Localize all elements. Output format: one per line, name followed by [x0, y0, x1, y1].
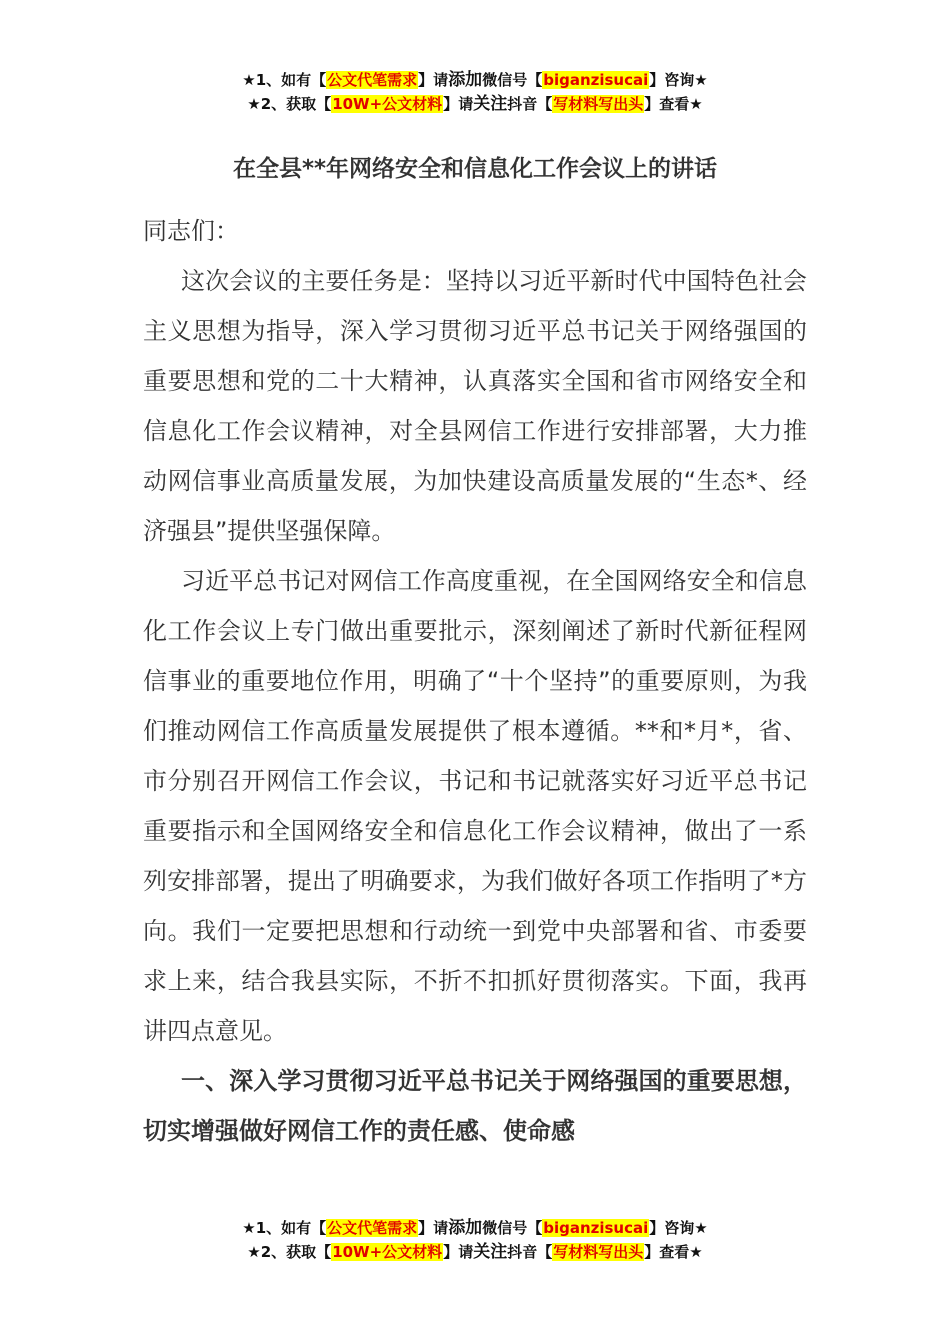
highlight-douyin: 写材料写出头 — [553, 95, 644, 113]
banner-line-2 — [0, 92, 950, 116]
salutation: 同志们： — [143, 217, 239, 245]
banner-line-1 — [0, 1216, 950, 1240]
star-icon: ★ — [689, 1243, 703, 1261]
highlight-materials: 10W+公文材料 — [332, 1243, 443, 1261]
banner-text: 微信号【 — [482, 71, 543, 89]
banner-line-1 — [0, 68, 950, 92]
banner-text: 】请 — [443, 95, 474, 113]
banner-emphasis: 关注 — [473, 94, 508, 114]
banner-emphasis: 添加 — [448, 1218, 483, 1238]
banner-text: 】咨询 — [649, 1219, 695, 1237]
star-icon: ★ — [247, 1243, 261, 1261]
banner-text: 】咨询 — [649, 71, 695, 89]
document-body — [143, 206, 807, 1156]
highlight-materials: 10W+公文材料 — [332, 95, 443, 113]
star-icon: ★ — [242, 71, 256, 89]
star-icon: ★ — [247, 95, 261, 113]
paragraph: 习近平总书记对网信工作高度重视，在全国网络安全和信息化工作会议上专门做出重要批示，深刻阐述了新时代新征程网信事业的重要地位作用，明确了“十个坚持”的重要原则，为我们推动网信工作高质量发展提供了根本遵循。**和*月*，省、市分别召开网信工作会议，书记和书记就落实好习近平总书记重要指示和全国网络安全和信息化工作会议精神，做出了一系列安排部署，提出了明确要求，为我们做好各项工作指明了*方向。我们一定要把思想和行动统一到党中央部署和省、市委要求上来，结合我县实际，不折不扣抓好贯彻落实。下面，我再讲四点意见。 — [143, 567, 807, 1045]
banner-line-2 — [0, 1240, 950, 1264]
header-banner — [0, 68, 950, 116]
banner-text: 2、获取【 — [260, 1243, 332, 1261]
highlight-service: 公文代笔需求 — [327, 71, 418, 89]
highlight-douyin: 写材料写出头 — [553, 1243, 644, 1261]
banner-text: 】请 — [443, 1243, 474, 1261]
footer-banner — [0, 1216, 950, 1264]
highlight-wechat-id: biganzisucai — [543, 71, 649, 89]
section-heading: 一、深入学习贯彻习近平总书记关于网络强国的重要思想，切实增强做好网信工作的责任感、使命感 — [143, 1067, 807, 1145]
paragraph: 这次会议的主要任务是：坚持以习近平新时代中国特色社会主义思想为指导，深入学习贯彻习近平总书记关于网络强国的重要思想和党的二十大精神，认真落实全国和省市网络安全和信息化工作会议精神，对全县网信工作进行安排部署，大力推动网信事业高质量发展，为加快建设高质量发展的“生态*、经济强县”提供坚强保障。 — [143, 267, 807, 545]
star-icon: ★ — [694, 1219, 708, 1237]
banner-text: 抖音【 — [507, 1243, 553, 1261]
banner-emphasis: 添加 — [448, 70, 483, 90]
highlight-service: 公文代笔需求 — [327, 1219, 418, 1237]
star-icon: ★ — [242, 1219, 256, 1237]
star-icon: ★ — [694, 71, 708, 89]
banner-text: 】查看 — [644, 1243, 690, 1261]
banner-text: 抖音【 — [507, 95, 553, 113]
banner-text: 2、获取【 — [260, 95, 332, 113]
banner-text: 】查看 — [644, 95, 690, 113]
banner-emphasis: 关注 — [473, 1242, 508, 1262]
banner-text: 】请 — [418, 1219, 449, 1237]
banner-text: 微信号【 — [482, 1219, 543, 1237]
banner-text: 1、如有【 — [255, 71, 327, 89]
star-icon: ★ — [689, 95, 703, 113]
banner-text: 1、如有【 — [255, 1219, 327, 1237]
banner-text: 】请 — [418, 71, 449, 89]
document-title: 在全县**年网络安全和信息化工作会议上的讲话 — [232, 156, 718, 182]
highlight-wechat-id: biganzisucai — [543, 1219, 649, 1237]
